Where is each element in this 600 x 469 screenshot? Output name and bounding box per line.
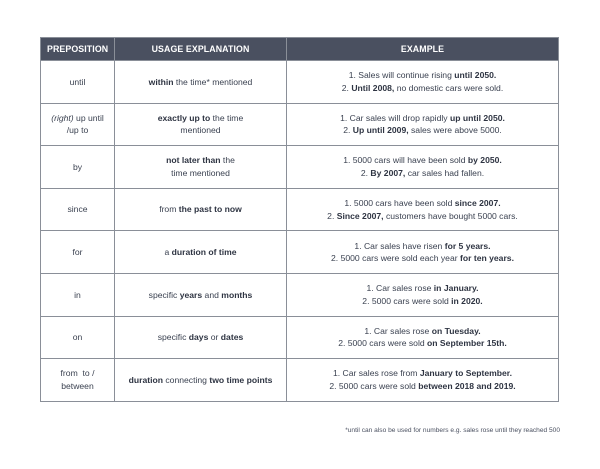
example-2: 2. 5000 cars were sold in 2020.	[362, 295, 483, 306]
usage-cell: not later than the time mentioned	[115, 146, 287, 189]
table-row	[41, 316, 559, 359]
table-row	[41, 61, 559, 104]
table-row	[41, 359, 559, 402]
preposition-cell: from to / between	[41, 359, 115, 402]
example-1: 1. Car sales have risen for 5 years.	[354, 240, 491, 251]
example-1: 1. 5000 cars have been sold since 2007.	[344, 198, 501, 209]
example-1: 1. Car sales rose in January.	[366, 283, 479, 294]
usage-cell: specific years and months	[115, 273, 287, 316]
example-cell	[287, 273, 559, 316]
header-usage-explanation: USAGE EXPLANATION	[115, 38, 287, 61]
example-1: 1. Car sales rose from January to September.	[332, 368, 513, 379]
example-cell	[287, 359, 559, 402]
usage-cell: duration connecting two time points	[115, 359, 287, 402]
table-row	[41, 231, 559, 274]
example-2: 2. 5000 cars were sold on September 15th.	[338, 338, 507, 349]
example-2: 2. 5000 cars were sold between 2018 and 2019.	[329, 380, 516, 391]
preposition-cell: until	[41, 61, 115, 104]
example-1: 1. Sales will continue rising until 2050.	[348, 70, 497, 81]
usage-cell: exactly up to the time mentioned	[115, 103, 287, 146]
preposition-cell: by	[41, 146, 115, 189]
table-row	[41, 103, 559, 146]
example-2: 2. Since 2007, customers have bought 5000 cars.	[327, 210, 518, 221]
usage-cell: within the time* mentioned	[115, 61, 287, 104]
example-cell	[287, 146, 559, 189]
usage-cell: from the past to now	[115, 188, 287, 231]
header-preposition: PREPOSITION	[41, 38, 115, 61]
example-cell	[287, 188, 559, 231]
example-2: 2. By 2007, car sales had fallen.	[360, 167, 485, 178]
example-cell	[287, 231, 559, 274]
header-example: EXAMPLE	[287, 38, 559, 61]
header-row	[41, 38, 559, 61]
usage-cell: a duration of time	[115, 231, 287, 274]
example-cell	[287, 103, 559, 146]
example-1: 1. 5000 cars will have been sold by 2050.	[343, 155, 502, 166]
example-1: 1. Car sales will drop rapidly up until 2050.	[340, 112, 505, 123]
preposition-cell: for	[41, 231, 115, 274]
example-2: 2. Until 2008, no domestic cars were sold.	[341, 82, 504, 93]
example-2: 2. 5000 cars were sold each year for ten years.	[331, 253, 514, 264]
example-1: 1. Car sales rose on Tuesday.	[364, 325, 481, 336]
table-row	[41, 146, 559, 189]
preposition-cell: on	[41, 316, 115, 359]
example-cell	[287, 61, 559, 104]
footnote: *until can also be used for numbers e.g. sales rose until they reached 500	[345, 427, 560, 434]
table-row	[41, 188, 559, 231]
usage-cell: specific days or dates	[115, 316, 287, 359]
preposition-cell: in	[41, 273, 115, 316]
preposition-cell: (right) up until /up to	[41, 103, 115, 146]
table-row	[41, 273, 559, 316]
example-cell	[287, 316, 559, 359]
example-2: 2. Up until 2009, sales were above 5000.	[343, 125, 502, 136]
preposition-cell: since	[41, 188, 115, 231]
preposition-table	[40, 37, 559, 402]
